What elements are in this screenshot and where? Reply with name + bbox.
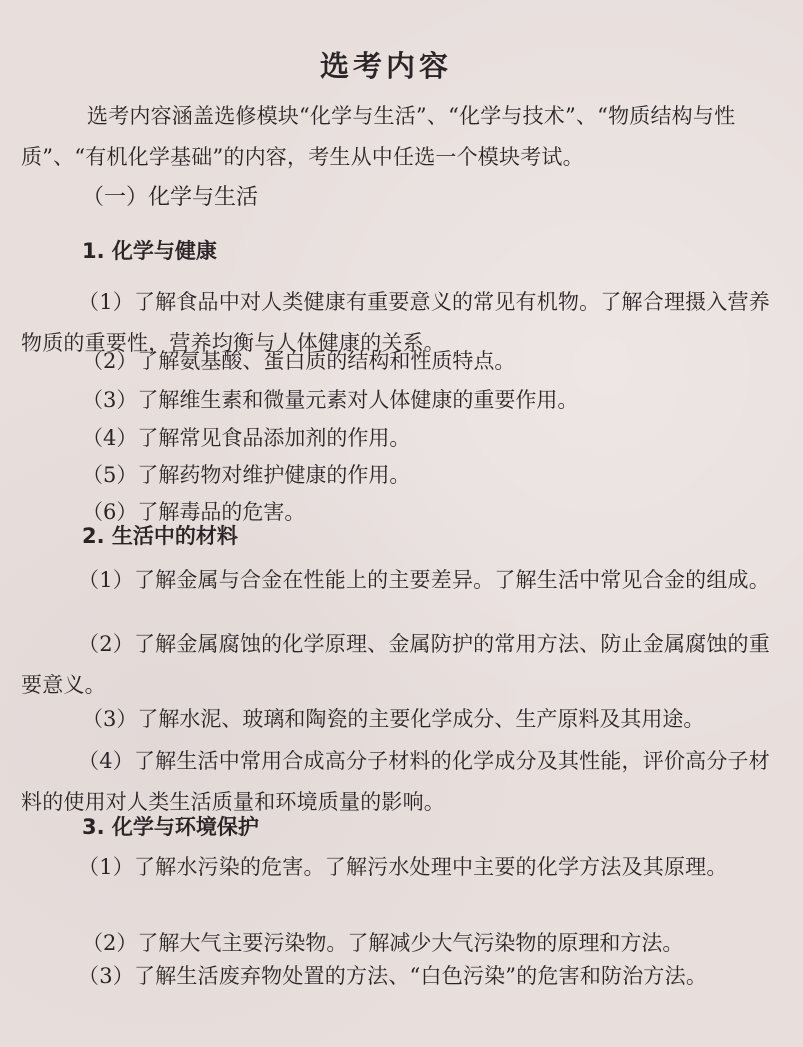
- subsection-heading-health: 1. 化学与健康: [82, 239, 217, 263]
- health-item-5: （5）了解药物对维护健康的作用。: [82, 463, 411, 487]
- health-item-1: （1）了解食品中对人类健康有重要意义的常见有机物。了解合理摄入营养物质的重要性，营养均衡与人体健康的关系。: [21, 290, 770, 355]
- environment-item-1: （1）了解水污染的危害。了解污水处理中主要的化学方法及其原理。: [78, 855, 728, 879]
- materials-item-4: （4）了解生活中常用合成高分子材料的化学成分及其性能，评价高分子材料的使用对人类生活质量和环境质量的影响。: [21, 749, 770, 814]
- health-item-3: （3）了解维生素和微量元素对人体健康的重要作用。: [82, 388, 579, 412]
- subsection-heading-environment: 3. 化学与环境保护: [82, 815, 259, 839]
- health-item-4: （4）了解常见食品添加剂的作用。: [82, 426, 411, 450]
- intro-paragraph: 选考内容涵盖选修模块“化学与生活”、“化学与技术”、“物质结构与性质”、“有机化学基础”的内容，考生从中任选一个模块考试。: [21, 104, 736, 169]
- health-item-6: （6）了解毒品的危害。: [82, 500, 306, 524]
- materials-item-1: （1）了解金属与合金在性能上的主要差异。了解生活中常见合金的组成。: [78, 568, 770, 592]
- environment-item-3: （3）了解生活废弃物处置的方法、“白色污染”的危害和防治方法。: [78, 964, 708, 988]
- page-title: 选考内容: [320, 49, 453, 83]
- subsection-heading-materials: 2. 生活中的材料: [82, 524, 238, 548]
- environment-item-2: （2）了解大气主要污染物。了解减少大气污染物的原理和方法。: [82, 931, 684, 955]
- section-heading: （一）化学与生活: [82, 185, 259, 210]
- materials-item-2: （2）了解金属腐蚀的化学原理、金属防护的常用方法、防止金属腐蚀的重要意义。: [21, 632, 770, 697]
- health-item-2: （2）了解氨基酸、蛋白质的结构和性质特点。: [82, 349, 516, 373]
- materials-item-3: （3）了解水泥、玻璃和陶瓷的主要化学成分、生产原料及其用途。: [82, 707, 705, 731]
